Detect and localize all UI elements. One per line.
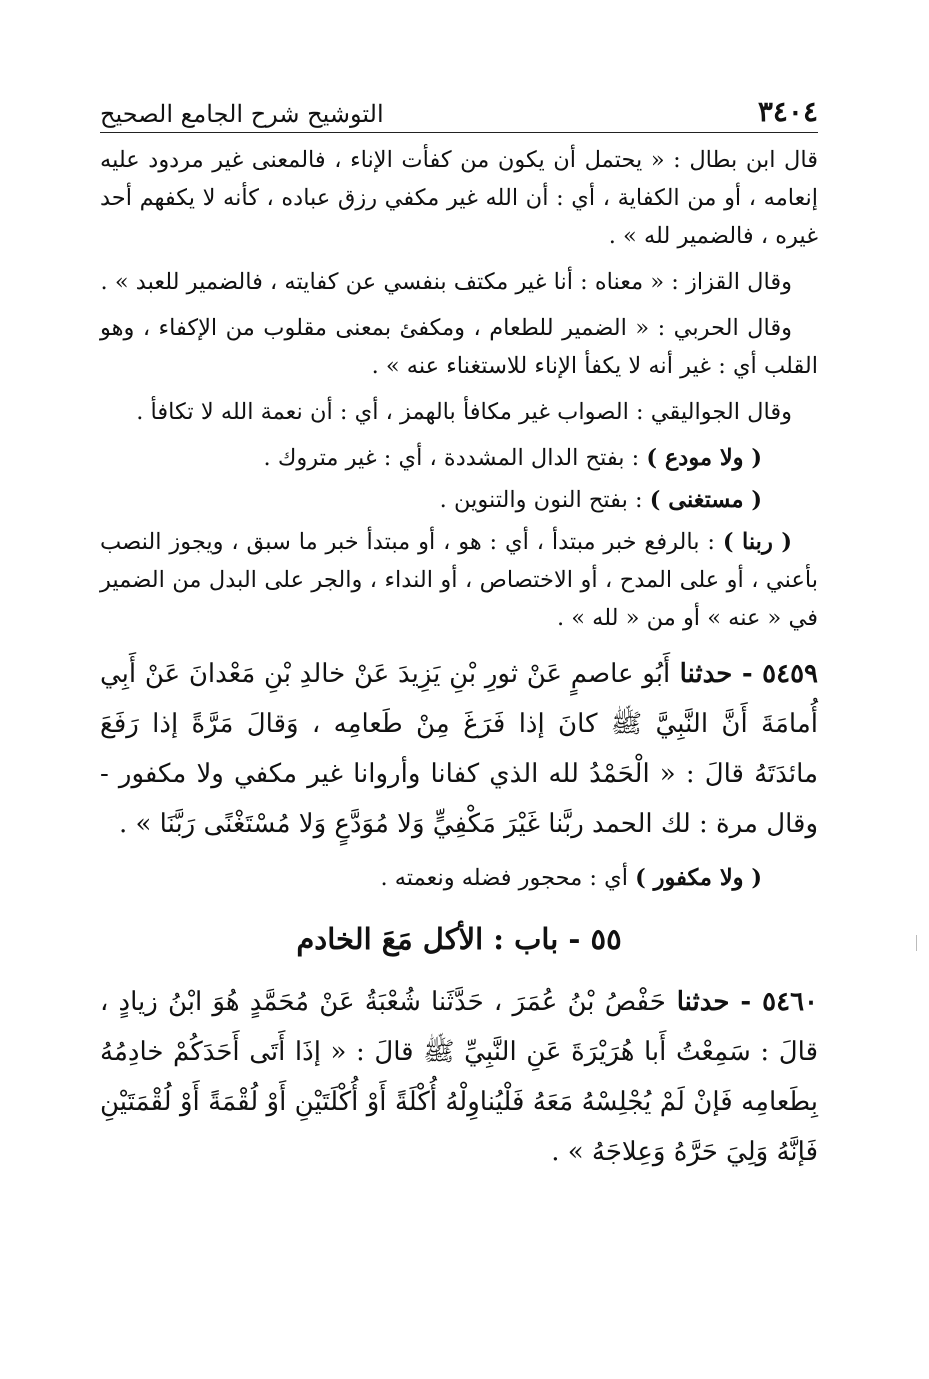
page-number: ٣٤٠٤ <box>757 95 818 128</box>
hadith-text <box>100 649 818 849</box>
hadith-lead: - حدثنا <box>665 987 763 1017</box>
book-page <box>100 88 818 1187</box>
gloss-text: : بفتح الدال المشددة ، أي : غير متروك . <box>263 445 647 471</box>
gloss-text: : بالرفع خبر مبتدأ ، أي : هو ، أو مبتدأ خبر ما سبق ، ويجوز النصب بأعني ، أو على المدح ، أو الاختصاص ، أو النداء ، والجر على البدل من الضمير في « عنه » أو من « لله » . <box>100 529 818 631</box>
gloss-note <box>100 481 818 519</box>
commentary-paragraph: وقال القزاز : « معناه : أنا غير مكتف بنفسي عن كفايته ، فالضمير للعبد » . <box>100 269 792 295</box>
chapter-heading: ٥٥ - باب : الأكل مَعَ الخادم <box>296 922 622 956</box>
gloss-term: ( ولا مودع ) <box>646 445 762 471</box>
page-content <box>100 141 818 1177</box>
gloss-note <box>100 439 818 477</box>
commentary-paragraph: وقال الجواليقي : الصواب غير مكافأ بالهمز ، أي : أن نعمة الله لا تكافأ . <box>136 399 792 425</box>
gloss-text: أي : محجور فضله ونعمته . <box>380 865 636 891</box>
commentary-paragraph: وقال الحربي : « الضمير للطعام ، ومكفئ بمعنى مقلوب من الإكفاء ، وهو القلب أي : غير أنه لا يكفأ الإناء للاستغناء عنه » . <box>100 315 818 379</box>
gloss-text: : بفتح النون والتنوين . <box>439 487 650 513</box>
page-header <box>100 88 818 133</box>
gloss-term: ( ربنا ) <box>722 529 793 555</box>
hadith-body: أَبُو عاصمٍ عَنْ ثورِ بْنِ يَزِيدَ عَنْ خالدِ بْنِ مَعْدانَ عَنْ أَبِي أُمامَةَ أَنَّ النَّبِيَّ ﷺ كانَ إذا فَرَغَ مِنْ طَعامِه ، وَقالَ مَرَّةً إذا رَفَعَ مائدَتَهُ قالَ : « الْحَمْدُ لله الذي كفانا وأروانا غير مكفي ولا مكفور - وقال مرة : لك الحمد ربَّنا غَيْرَ مَكْفِيٍّ وَلا مُوَدَّعٍ وَلا مُسْتَغْنًى رَبَّنَا » . <box>100 659 818 839</box>
hadith-body: حَفْصُ بْنُ عُمَرَ ، حَدَّثَنا شُعْبَةُ عَنْ مُحَمَّدٍ هُوَ ابْنُ زيادٍ ، قالَ : سَمِعْتُ أَبا هُرَيْرَةَ عَنِ النَّبِيِّ ﷺ قالَ : « إذَا أَتَى أَحَدَكُمْ خادِمُهُ بِطَعامِه فَإنْ لَمْ يُجْلِسْهُ مَعَهُ فَلْيُناوِلْهُ أُكْلَةً أَوْ أُكْلَتَيْنِ أَوْ لُقْمَةً أَوْ لُقْمَتَيْنِ فَإنَّهُ وَلِيَ حَرَّهُ وَعِلاجَهُ » . <box>100 987 818 1167</box>
gloss-note <box>100 859 818 897</box>
gloss-term: ( مستغنى ) <box>649 487 762 513</box>
hadith-lead: - حدثنا <box>670 659 763 689</box>
running-title: التوشيح شرح الجامع الصحيح <box>100 100 384 128</box>
hadith-number: ٥٤٦٠ <box>762 987 818 1017</box>
hadith-number: ٥٤٥٩ <box>762 659 818 689</box>
commentary-paragraph: قال ابن بطال : « يحتمل أن يكون من كفأت الإناء ، فالمعنى غير مردود عليه إنعامه ، أو من الكفاية ، أي : أن الله غير مكفي رزق عباده ، كأنه لا يكفهم أحد غيره ، فالضمير لله » . <box>100 147 818 249</box>
hadith-text <box>100 977 818 1177</box>
gloss-note <box>100 523 818 637</box>
margin-mark <box>916 935 917 951</box>
gloss-term: ( ولا مكفور ) <box>635 865 762 891</box>
